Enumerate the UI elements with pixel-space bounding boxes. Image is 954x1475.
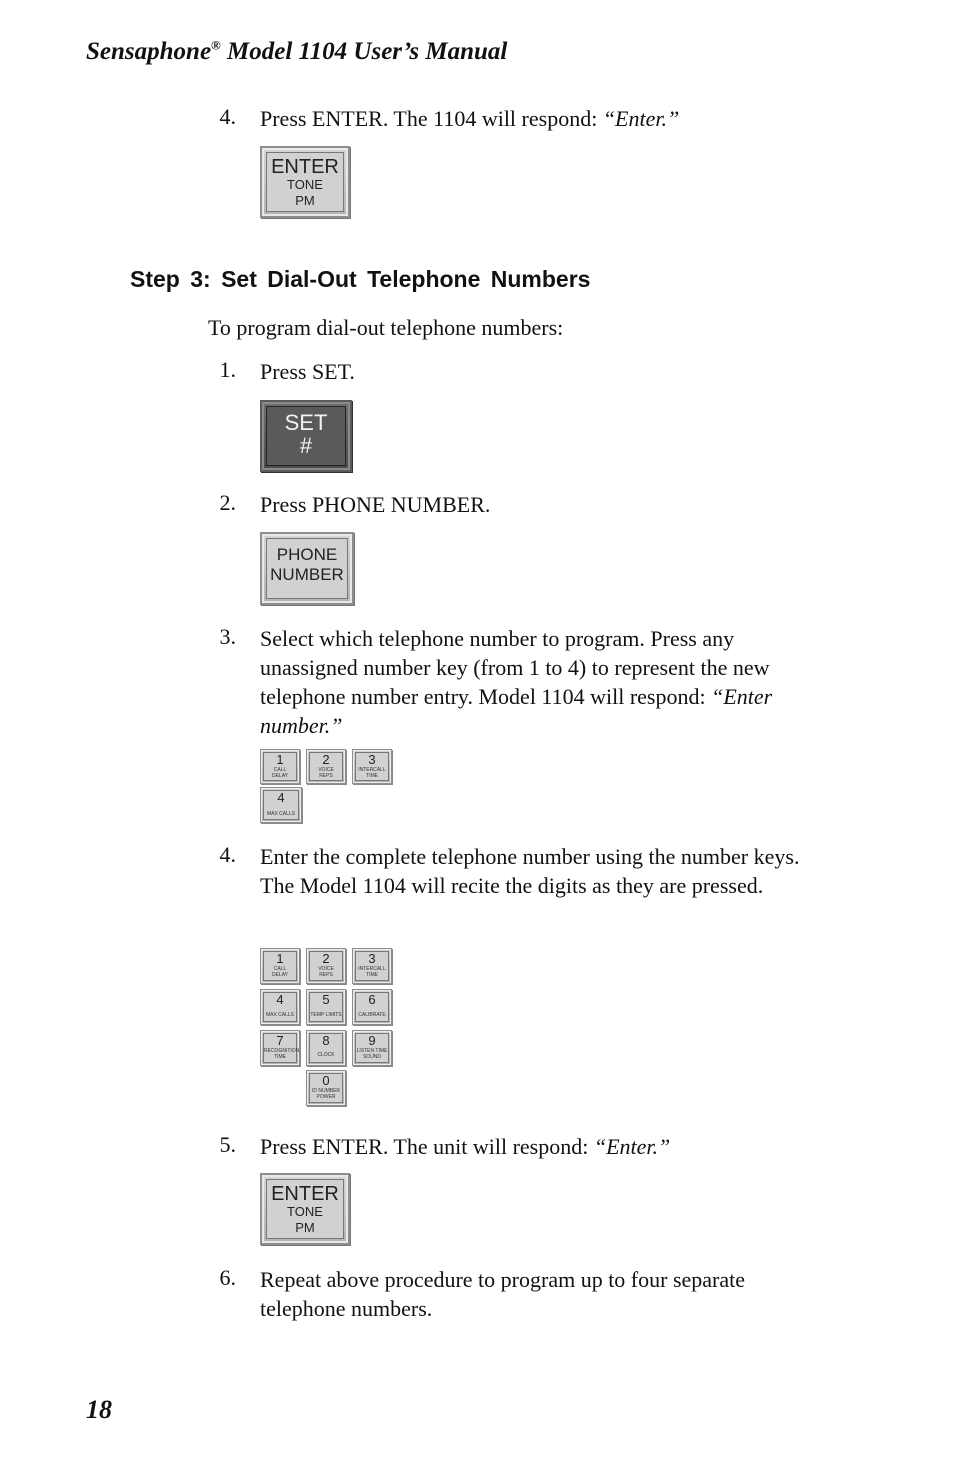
key-sub: REPS	[319, 773, 333, 779]
key-sub: CALL	[273, 966, 287, 972]
step-number: 5.	[219, 1132, 236, 1157]
number-key-4	[260, 787, 302, 823]
key-sub: TIME	[366, 972, 378, 978]
keypad-key-5	[306, 989, 346, 1025]
key-sub: DELAY	[271, 972, 289, 978]
section-heading: Step 3: Set Dial-Out Telephone Numbers	[130, 266, 591, 292]
page-header	[86, 38, 507, 66]
header-title: Model 1104 User’s Manual	[220, 38, 508, 65]
key-digit: 9	[368, 1033, 376, 1048]
intro-step-body: Press ENTER. The 1104 will respond:	[260, 106, 603, 131]
keypad-key-7	[260, 1030, 300, 1066]
key-sub: CALIBRATE	[358, 1012, 386, 1018]
set-key-symbol: #	[299, 433, 313, 458]
key-sub: INTERCALL	[358, 767, 386, 773]
phone-number-key-image	[260, 532, 354, 605]
page-number: 18	[86, 1395, 112, 1424]
enter-key-tone: TONE	[287, 177, 323, 192]
enter-key-pm: PM	[295, 1220, 315, 1235]
key-sub: ID NUMBER	[311, 1088, 341, 1094]
step-text: Press SET.	[260, 359, 355, 384]
intro-step-quote: “Enter.”	[602, 106, 680, 131]
key-sub: REPS	[319, 972, 333, 978]
key-sub: SOUND	[362, 1054, 382, 1060]
keypad-key-3	[352, 948, 392, 984]
step-5-body: Press ENTER. The unit will respond:	[260, 1134, 594, 1159]
key-sub: POWER	[316, 1094, 336, 1100]
keypad-key-1	[260, 948, 300, 984]
key-digit: 3	[368, 752, 376, 767]
key-sub: TIME	[274, 1054, 286, 1060]
step-text: Enter the complete telephone number using the number keys. The Model 1104 will recite the digits as they are pressed.	[260, 844, 800, 898]
number-key-2	[306, 749, 346, 784]
intro-step-text	[260, 104, 679, 133]
key-digit: 4	[277, 790, 285, 805]
step-number: 1.	[219, 357, 236, 382]
intro-step-number: 4.	[219, 104, 236, 129]
key-digit: 2	[322, 951, 330, 966]
keypad-key-8	[306, 1030, 346, 1066]
set-key-label: SET	[284, 410, 328, 435]
enter-key-image	[260, 1173, 350, 1245]
key-sub: DELAY	[271, 773, 289, 779]
key-digit: 3	[368, 951, 376, 966]
key-digit: 2	[322, 752, 330, 767]
step-3-body: Select which telephone number to program. Press any unassigned number key (from 1 to 4) to represent the new telephone number entry. Model 1104 will respond:	[260, 626, 770, 709]
keypad-key-2	[306, 948, 346, 984]
key-digit: 4	[276, 992, 284, 1007]
step-text: Repeat above procedure to program up to four separate telephone numbers.	[260, 1267, 746, 1321]
section-intro: To program dial-out telephone numbers:	[208, 315, 564, 340]
key-digit: 1	[276, 752, 284, 767]
number-key-1	[260, 749, 300, 784]
enter-key-pm: PM	[295, 193, 315, 208]
key-sub: CALL	[273, 767, 287, 773]
enter-key-image	[260, 146, 350, 218]
key-sub: MAX CALLS	[265, 1012, 295, 1018]
step-text: Press PHONE NUMBER.	[260, 492, 491, 517]
enter-key-tone: TONE	[287, 1204, 323, 1219]
enter-key-label: ENTER	[271, 1183, 339, 1205]
step-number: 3.	[219, 624, 236, 649]
key-digit: 0	[322, 1073, 330, 1088]
key-sub: VOICE	[318, 767, 334, 773]
phone-key-line2: NUMBER	[270, 565, 344, 584]
keypad-key-6	[352, 989, 392, 1025]
key-sub: TEMP LIMITS	[310, 1012, 342, 1018]
key-digit: 1	[276, 951, 284, 966]
registered-mark: ®	[211, 37, 221, 53]
step-text	[260, 624, 835, 740]
set-key-image	[260, 400, 352, 472]
key-sub: VOICE	[318, 966, 334, 972]
keypad-key-0	[306, 1070, 346, 1106]
key-sub: RECOGNITION	[264, 1048, 300, 1054]
key-digit: 8	[322, 1033, 330, 1048]
step-number: 6.	[219, 1265, 236, 1290]
enter-key-label: ENTER	[271, 156, 339, 178]
key-digit: 7	[276, 1033, 284, 1048]
keypad-key-9	[352, 1030, 392, 1066]
number-key-3	[352, 749, 392, 784]
key-digit: 5	[322, 992, 330, 1007]
key-sub: LISTEN TIME	[356, 1048, 388, 1054]
step-3-quote: “Enter number.”	[260, 684, 773, 738]
key-sub: CLOCK	[317, 1052, 335, 1058]
step-text	[260, 1132, 670, 1161]
header-brand: Sensaphone	[86, 38, 212, 65]
phone-key-line1: PHONE	[276, 545, 338, 564]
keypad-key-4	[260, 989, 300, 1025]
key-digit: 6	[368, 992, 376, 1007]
key-sub: INTERCALL	[358, 966, 386, 972]
key-sub: MAX CALLS	[266, 811, 296, 817]
step-number: 4.	[219, 842, 236, 867]
key-sub: TIME	[366, 773, 378, 779]
step-number: 2.	[219, 490, 236, 515]
step-5-quote: “Enter.”	[593, 1134, 671, 1159]
